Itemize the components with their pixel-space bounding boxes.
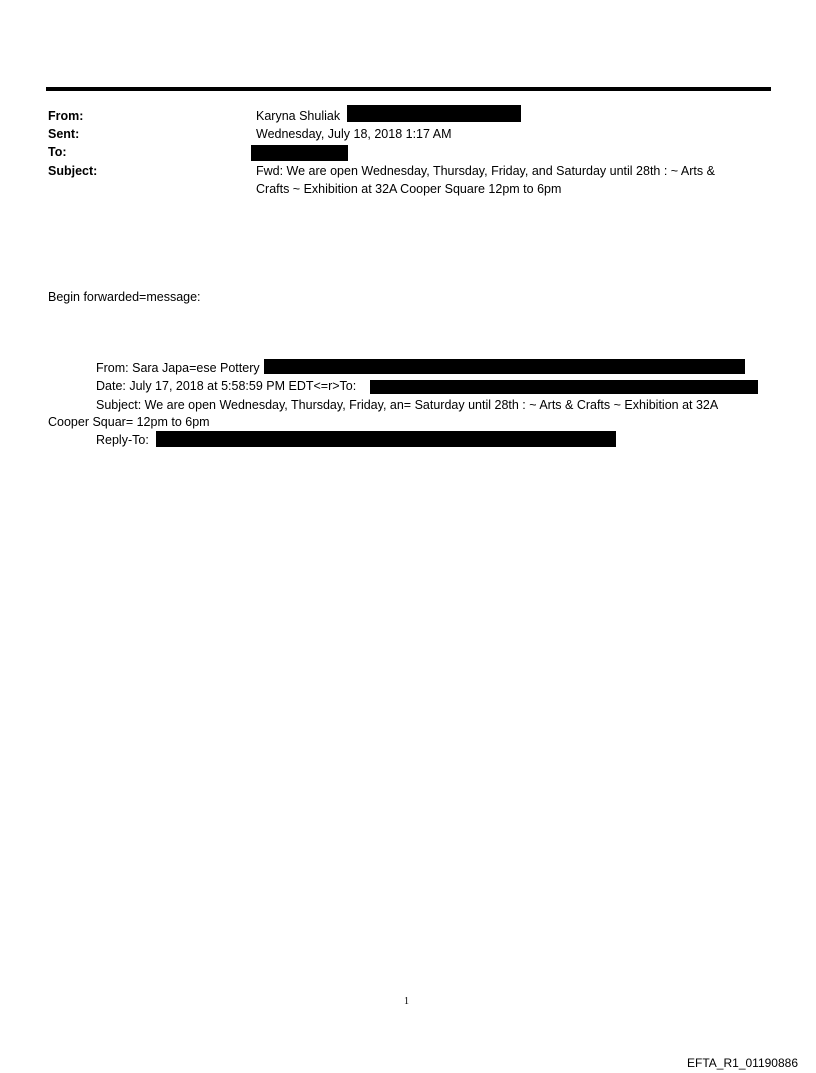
redaction-bar [370,380,758,394]
page-number: 1 [404,996,409,1007]
redaction-bar [264,359,745,374]
redaction-bar [156,431,616,447]
subject-value-line1: Fwd: We are open Wednesday, Thursday, Friday, and Saturday until 28th : ~ Arts & [256,164,715,178]
fwd-reply-to-line: Reply-To: [96,433,149,447]
subject-value-line2: Crafts ~ Exhibition at 32A Cooper Square 12pm to 6pm [256,182,562,196]
subject-label: Subject: [48,164,98,178]
fwd-date-line: Date: July 17, 2018 at 5:58:59 PM EDT<=r>To: [96,379,357,393]
fwd-subject-line1: Subject: We are open Wednesday, Thursday, Friday, an= Saturday until 28th : ~ Arts & Crafts ~ Exhibition at 32A [96,398,719,412]
redaction-bar [251,145,348,161]
from-label: From: [48,109,84,123]
fwd-subject-line2: Cooper Squar= 12pm to 6pm [48,415,210,429]
sent-label: Sent: [48,127,80,141]
fwd-from-line: From: Sara Japa=ese Pottery [96,361,260,375]
forwarded-intro: Begin forwarded=message: [48,290,201,304]
header-rule [46,87,771,91]
redaction-bar [347,105,521,122]
from-value: Karyna Shuliak [256,109,341,123]
to-label: To: [48,145,67,159]
sent-value: Wednesday, July 18, 2018 1:17 AM [256,127,452,141]
document-id: EFTA_R1_01190886 [687,1056,798,1070]
